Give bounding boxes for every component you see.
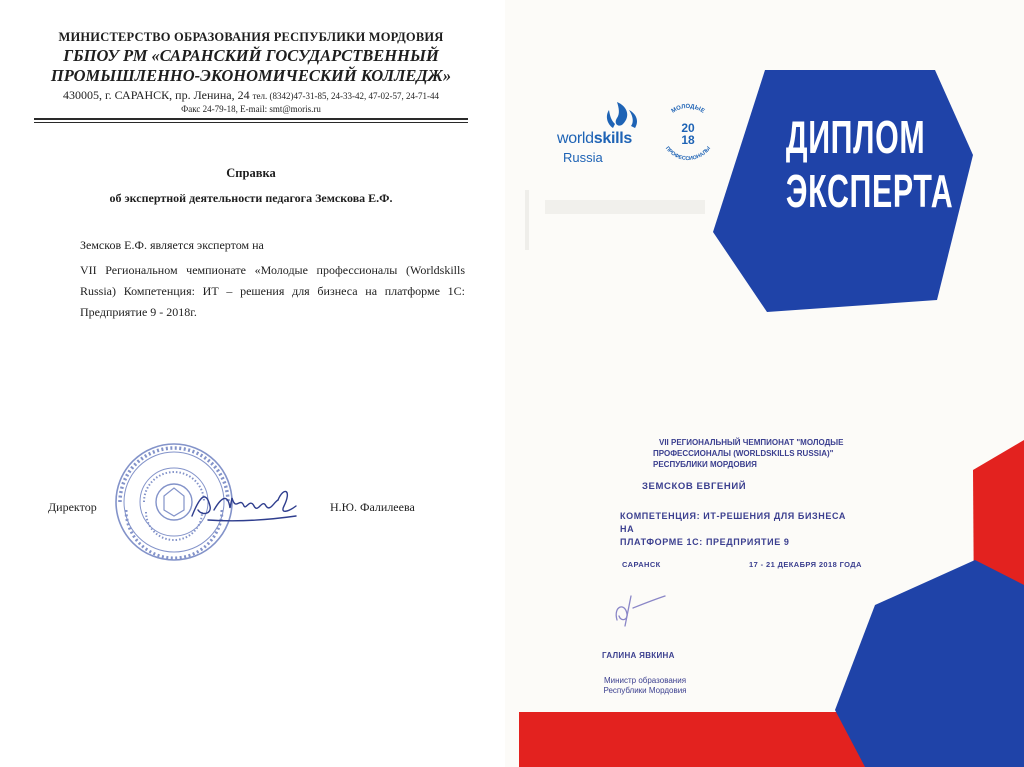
signer-title-line2: Республики Мордовия <box>603 686 687 695</box>
expert-diploma <box>505 0 1024 767</box>
header-divider-thin <box>34 122 468 123</box>
badge-bottom-text: ПРОФЕССИОНАЛЫ <box>663 145 713 163</box>
body-paragraph: VII Региональном чемпионате «Молодые профессионалы (Worldskills Russia) Компетенция: ИТ – решения для бизнеса на платформе 1С: Предприятие 9 - 2018г. <box>80 263 465 319</box>
diploma-title <box>785 110 954 218</box>
director-signature-icon <box>188 476 300 528</box>
body-line-1: Земсков Е.Ф. является экспертом на <box>80 238 264 252</box>
worldskills-wordmark: worldskills <box>557 130 632 147</box>
event-dates: 17 - 21 ДЕКАБРЯ 2018 ГОДА <box>749 560 862 569</box>
competence-line2: ПЛАТФОРМЕ 1С: ПРЕДПРИЯТИЕ 9 <box>620 537 790 547</box>
competence <box>620 510 860 549</box>
ministry-name: МИНИСТЕРСТВО ОБРАЗОВАНИЯ РЕСПУБЛИКИ МОРДОВИЯ <box>58 30 444 44</box>
worldskills-country: Russia <box>563 150 603 165</box>
letterhead <box>36 30 466 114</box>
badge-year-bottom: 18 <box>681 133 695 147</box>
diploma-title-line1: ДИПЛОМ <box>785 111 926 163</box>
championship-line3: РЕСПУБЛИКИ МОРДОВИЯ <box>653 460 757 469</box>
header-divider-thick <box>34 118 468 120</box>
championship-line2: ПРОФЕССИОНАЛЫ (WORLDSKILLS RUSSIA)" <box>653 449 834 458</box>
bottom-blue-hexagon <box>835 560 1024 767</box>
competence-line1: КОМПЕТЕНЦИЯ: ИТ-РЕШЕНИЯ ДЛЯ БИЗНЕСА НА <box>620 511 846 534</box>
event-city: САРАНСК <box>622 560 661 569</box>
college-address-line <box>36 88 466 103</box>
championship-line1: VII РЕГИОНАЛЬНЫЙ ЧЕМПИОНАТ "МОЛОДЫЕ <box>659 438 844 447</box>
svg-text:МОЛОДЫЕ <box>671 104 706 115</box>
badge-top-text: МОЛОДЫЕ <box>670 103 706 115</box>
director-label: Директор <box>48 500 97 514</box>
director-name: Н.Ю. Фалилеева <box>330 500 415 514</box>
badge-year-top: 20 <box>681 121 695 135</box>
signer-title-line1: Министр образования <box>603 676 687 685</box>
college-name-line1: ГБПОУ РМ «САРАНСКИЙ ГОСУДАРСТВЕННЫЙ <box>63 46 439 65</box>
document-subtitle: об экспертной деятельности педагога Земскова Е.Ф. <box>109 191 393 205</box>
college-name-line2: ПРОМЫШЛЕННО-ЭКОНОМИЧЕСКИЙ КОЛЛЕДЖ» <box>50 66 452 85</box>
championship-name <box>653 437 893 470</box>
minister-signature-icon <box>603 586 683 630</box>
document-body <box>80 235 465 323</box>
signer-name: ГАЛИНА ЯВКИНА <box>602 651 675 660</box>
svg-text:ПРОФЕССИОНАЛЫ <box>664 146 712 162</box>
recipient-name: ЗЕМСКОВ ЕВГЕНИЙ <box>642 481 747 492</box>
young-professionals-badge-icon <box>655 100 721 166</box>
diploma-title-line2: ЭКСПЕРТА <box>785 165 954 217</box>
certificate-letter <box>0 0 505 767</box>
signer-title <box>585 676 705 696</box>
college-fax-email: Факс 24-79-18, E-mail: smt@moris.ru <box>181 104 321 114</box>
college-address: 430005, г. САРАНСК, пр. Ленина, 24 <box>63 88 250 102</box>
college-phones: тел. (8342)47-31-85, 24-33-42, 47-02-57, 24-71-44 <box>252 91 439 101</box>
document-title: Справка <box>226 166 276 180</box>
